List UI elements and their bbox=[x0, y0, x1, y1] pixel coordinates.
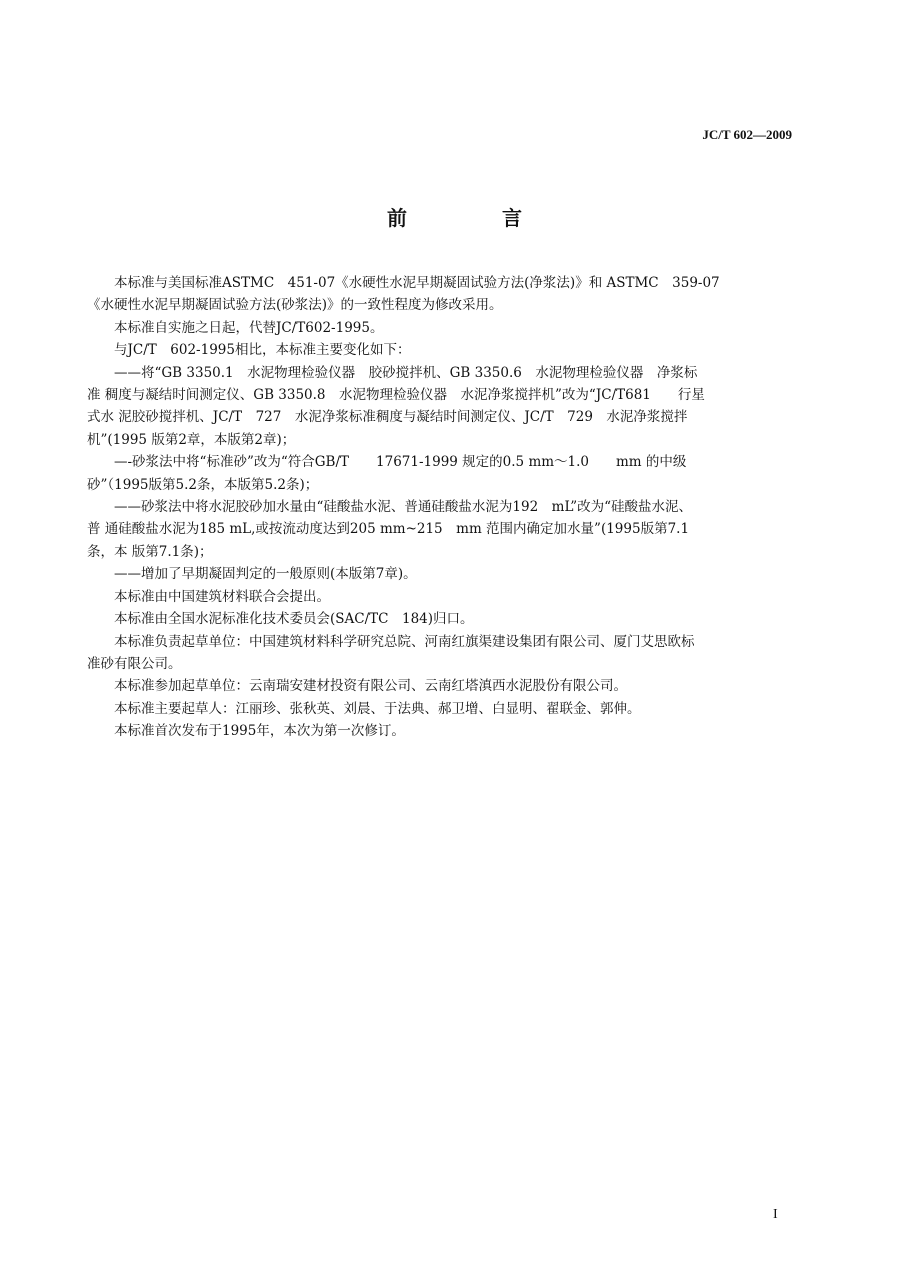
paragraph bbox=[87, 608, 801, 630]
paragraph-line: 本标准自实施之日起，代替JC/T602-1995。 bbox=[114, 319, 384, 336]
paragraph-line: 本标准由中国建筑材料联合会提出。 bbox=[114, 588, 330, 605]
paragraph-line: 普 通硅酸盐水泥为185 mL,或按流动度达到205 mm~215 mm 范围内确定加水量”(1995版第7.1 bbox=[87, 521, 690, 538]
paragraph-line: 准 稠度与凝结时间测定仪、GB 3350.8 水泥物理检验仪器 水泥净浆搅拌机”改为“JC/T681 行星 bbox=[87, 387, 705, 404]
paragraph bbox=[87, 631, 801, 676]
paragraph-line: 机”(1995 版第2章，本版第2章)； bbox=[87, 431, 296, 448]
paragraph-line: ——将“GB 3350.1 水泥物理检验仪器 胶砂搅拌机、GB 3350.6 水泥物理检验仪器 净浆标 bbox=[114, 364, 698, 381]
paragraph bbox=[87, 339, 801, 361]
paragraph-line: 本标准主要起草人：江丽珍、张秋英、刘晨、于法典、郝卫增、白显明、翟联金、郭伸。 bbox=[114, 700, 641, 717]
paragraph-line: 条，本 版第7.1条)； bbox=[87, 543, 213, 560]
paragraph bbox=[87, 698, 801, 720]
paragraph-line: 本标准与美国标准ASTMC 451-07《水硬性水泥早期凝固试验方法(净浆法)》和 ASTMC 359-07 bbox=[114, 275, 720, 291]
paragraph-line: ——砂浆法中将水泥胶砂加水量由“硅酸盐水泥、普通硅酸盐水泥为192 mL”改为“硅酸盐水泥、 bbox=[114, 499, 693, 516]
paragraph-line: 砂”（1995版第5.2条，本版第5.2条)； bbox=[87, 476, 319, 493]
paragraph bbox=[87, 563, 801, 585]
paragraph bbox=[87, 586, 801, 608]
document-body bbox=[87, 272, 801, 743]
paragraph-line: 本标准参加起草单位：云南瑞安建材投资有限公司、云南红塔滇西水泥股份有限公司。 bbox=[114, 678, 627, 695]
page-number: I bbox=[773, 1207, 778, 1222]
paragraph bbox=[87, 362, 801, 452]
paragraph-line: 本标准负责起草单位：中国建筑材料科学研究总院、河南红旗渠建设集团有限公司、厦门艾思欧标 bbox=[114, 633, 695, 650]
paragraph-line: —-砂浆法中将“标准砂”改为“符合GB/T 17671-1999 规定的0.5 mm～1.0 mm 的中级 bbox=[114, 454, 687, 471]
paragraph-line: ——增加了早期凝固判定的一般原则(本版第7章)。 bbox=[114, 566, 417, 583]
paragraph-line: 本标准首次发布于1995年，本次为第一次修订。 bbox=[114, 723, 405, 740]
paragraph-line: 与JC/T 602-1995相比，本标准主要变化如下： bbox=[114, 342, 411, 359]
paragraph-line: 本标准由全国水泥标准化技术委员会(SAC/TC 184)归口。 bbox=[114, 611, 474, 628]
paragraph bbox=[87, 496, 801, 563]
paragraph-line: 准砂有限公司。 bbox=[87, 655, 182, 672]
paragraph-line: 式水 泥胶砂搅拌机、JC/T 727 水泥净浆标准稠度与凝结时间测定仪、JC/T 729 水泥净浆搅拌 bbox=[87, 409, 688, 426]
paragraph bbox=[87, 272, 801, 317]
paragraph-line: 《水硬性水泥早期凝固试验方法(砂浆法)》的一致性程度为修改采用。 bbox=[87, 297, 503, 314]
standard-code: JC/T 602—2009 bbox=[702, 127, 792, 142]
page-title: 前 言 bbox=[387, 206, 566, 230]
paragraph bbox=[87, 720, 801, 742]
paragraph bbox=[87, 451, 801, 496]
paragraph bbox=[87, 317, 801, 339]
paragraph bbox=[87, 675, 801, 697]
